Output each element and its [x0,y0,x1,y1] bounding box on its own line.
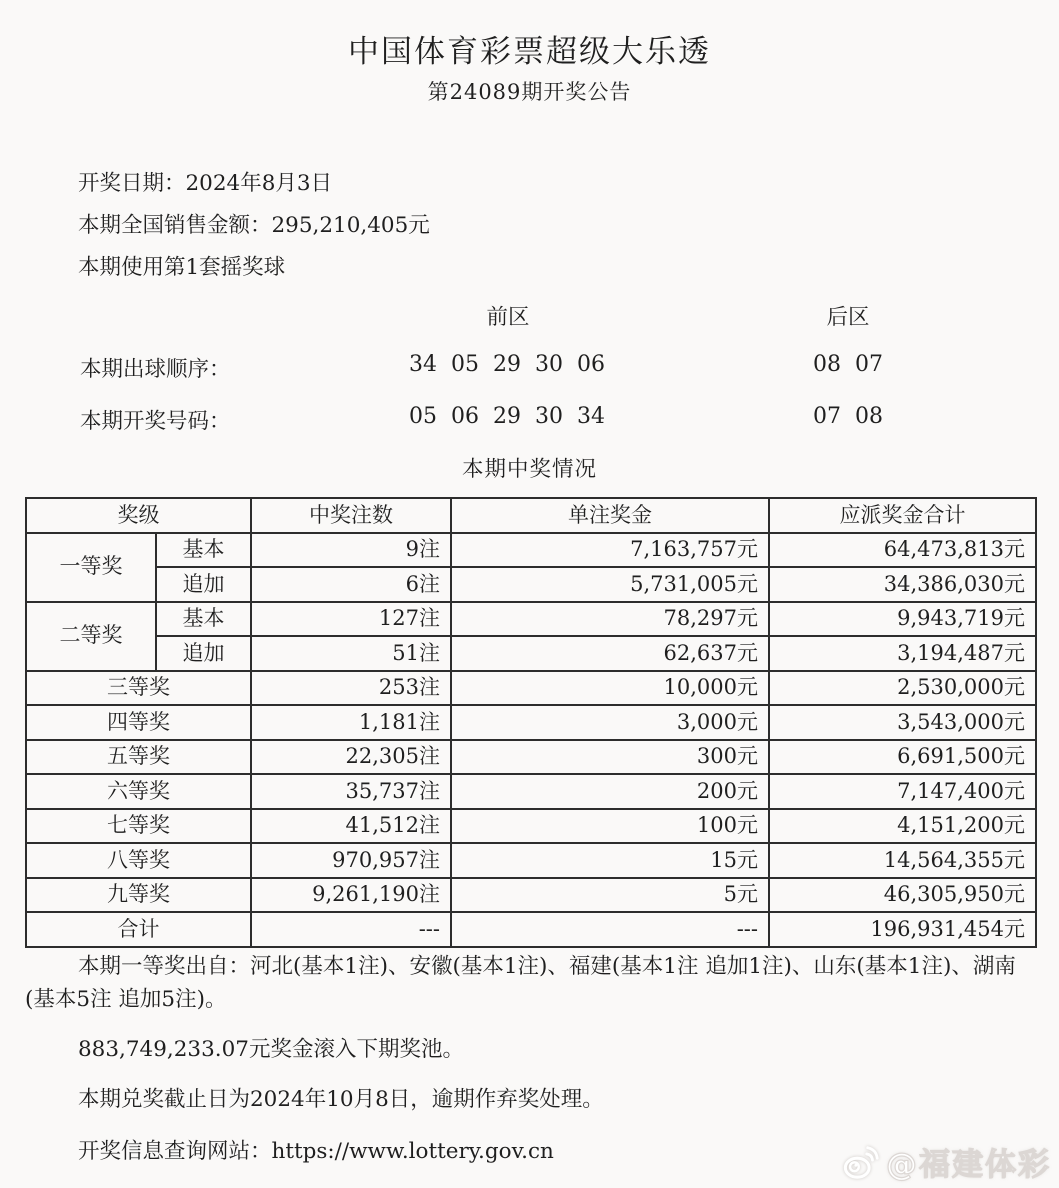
single-cell: 5元 [451,878,769,913]
single-cell: 100元 [451,809,769,844]
single-cell: 62,637元 [451,636,769,671]
single-cell: 10,000元 [451,671,769,706]
level-cell: 二等奖 [26,602,156,671]
winning-numbers-front: 05 06 29 30 34 [409,404,605,429]
back-zone-label: 后区 [826,305,870,330]
single-cell: 300元 [451,740,769,775]
count-cell: 253注 [251,671,451,706]
table-total-row [26,912,1036,947]
count-cell: 51注 [251,636,451,671]
total-cell: 46,305,950元 [769,878,1036,913]
count-cell: 22,305注 [251,740,451,775]
first-prize-origin-text: 本期一等奖出自：河北(基本1注)、安徽(基本1注)、福建(基本1注 追加1注)、山东(基本1注)、湖南(基本5注 追加5注)。 [25,954,1016,1012]
total-cell: 196,931,454元 [769,912,1036,947]
level-cell: 六等奖 [26,774,251,809]
count-cell: 35,737注 [251,774,451,809]
page-subtitle: 第24089期开奖公告 [427,80,632,104]
sub-cell: 追加 [156,567,251,602]
draw-order-label: 本期出球顺序： [80,357,231,382]
table-row [26,774,1036,809]
sub-cell: 基本 [156,602,251,637]
table-row [26,533,1036,568]
level-cell: 八等奖 [26,843,251,878]
total-cell: 34,386,030元 [769,567,1036,602]
prize-table [25,497,1037,948]
count-cell: 1,181注 [251,705,451,740]
table-row [26,567,1036,602]
total-cell: 2,530,000元 [769,671,1036,706]
weibo-icon [843,1143,881,1181]
single-cell: 5,731,005元 [451,567,769,602]
header-total: 应派奖金合计 [769,498,1036,533]
level-cell: 五等奖 [26,740,251,775]
sub-cell: 追加 [156,636,251,671]
draw-order-front-numbers: 34 05 29 30 06 [409,352,605,377]
draw-order-back-numbers: 08 07 [813,352,883,377]
watermark [843,1139,1051,1184]
table-row [26,705,1036,740]
table-row [26,843,1036,878]
single-cell: 3,000元 [451,705,769,740]
total-cell: 9,943,719元 [769,602,1036,637]
header-count: 中奖注数 [251,498,451,533]
level-cell: 一等奖 [26,533,156,602]
ball-set: 本期使用第1套摇奖球 [78,255,286,280]
single-cell: 78,297元 [451,602,769,637]
count-cell: 9,261,190注 [251,878,451,913]
level-cell: 九等奖 [26,878,251,913]
table-row [26,636,1036,671]
table-row [26,809,1036,844]
sub-cell: 基本 [156,533,251,568]
level-cell: 七等奖 [26,809,251,844]
single-cell: --- [451,912,769,947]
page-title: 中国体育彩票超级大乐透 [348,34,711,70]
winning-numbers-label: 本期开奖号码： [80,409,231,434]
total-cell: 3,543,000元 [769,705,1036,740]
deadline-text: 本期兑奖截止日为2024年10月8日，逾期作弃奖处理。 [78,1087,604,1112]
level-cell: 合计 [26,912,251,947]
total-cell: 7,147,400元 [769,774,1036,809]
count-cell: 127注 [251,602,451,637]
count-cell: 970,957注 [251,843,451,878]
table-row [26,878,1036,913]
website-text: 开奖信息查询网站：https://www.lottery.gov.cn [78,1139,554,1164]
watermark-handle: @福建体彩 [886,1147,1051,1183]
level-cell: 四等奖 [26,705,251,740]
sales-amount: 本期全国销售金额：295,210,405元 [78,213,430,238]
count-cell: 6注 [251,567,451,602]
table-row [26,602,1036,637]
single-cell: 200元 [451,774,769,809]
front-zone-label: 前区 [486,305,530,330]
table-header-row [26,498,1036,533]
total-cell: 64,473,813元 [769,533,1036,568]
header-level: 奖级 [26,498,251,533]
total-cell: 3,194,487元 [769,636,1036,671]
rollover-text: 883,749,233.07元奖金滚入下期奖池。 [78,1037,464,1062]
single-cell: 15元 [451,843,769,878]
single-cell: 7,163,757元 [451,533,769,568]
count-cell: 41,512注 [251,809,451,844]
total-cell: 4,151,200元 [769,809,1036,844]
level-cell: 三等奖 [26,671,251,706]
total-cell: 6,691,500元 [769,740,1036,775]
draw-date: 开奖日期：2024年8月3日 [78,171,333,196]
header-single: 单注奖金 [451,498,769,533]
total-cell: 14,564,355元 [769,843,1036,878]
prize-section-title: 本期中奖情况 [461,457,597,482]
table-row [26,671,1036,706]
count-cell: --- [251,912,451,947]
count-cell: 9注 [251,533,451,568]
table-row [26,740,1036,775]
winning-numbers-back: 07 08 [813,404,883,429]
